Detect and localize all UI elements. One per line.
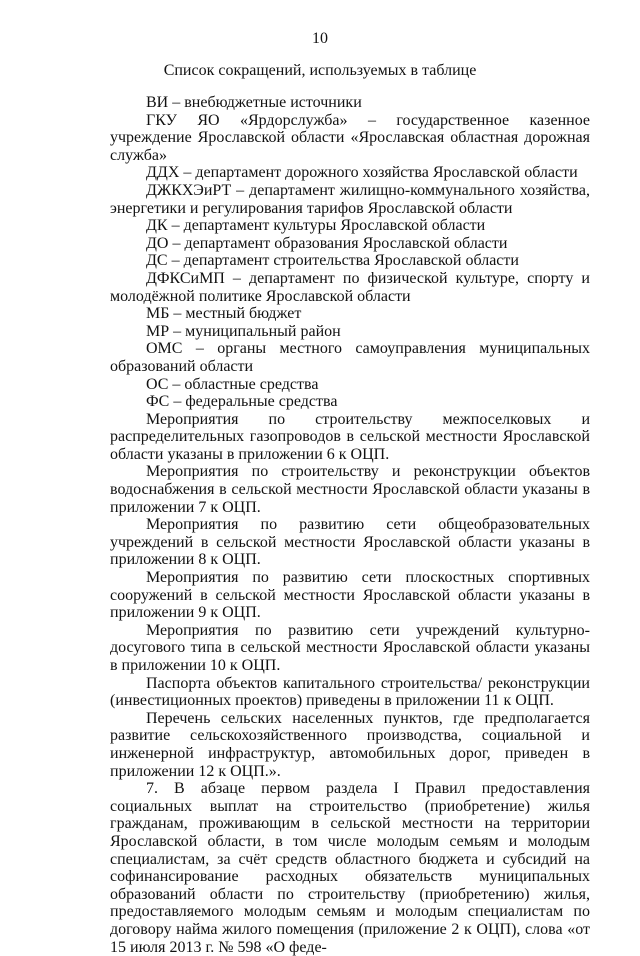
paragraph: МБ – местный бюджет bbox=[146, 305, 302, 323]
paragraph: ГКУ ЯО «Ярдорслужба» – государственное казенное учреждение Ярославской области «Ярославская областная дорожная служба» bbox=[110, 111, 590, 164]
paragraph: ВИ – внебюджетные источники bbox=[146, 94, 362, 111]
paragraph: Мероприятия по развитию сети учреждений культурно-досугового типа в сельской местности Ярославской области указаны в приложении 10 к ОЦП. bbox=[110, 621, 590, 674]
paragraph: ДДХ – департамент дорожного хозяйства Ярославской области bbox=[146, 164, 578, 182]
paragraph: ДС – департамент строительства Ярославской области bbox=[146, 252, 519, 270]
paragraph: Паспорта объектов капитального строительства/ реконструкции (инвестиционных проектов) приведены в приложении 11 к ОЦП. bbox=[110, 674, 590, 710]
paragraph: Мероприятия по строительству межпоселковых и распределительных газопроводов в сельской местности Ярославской области указаны в приложении 6 к ОЦП. bbox=[110, 410, 590, 463]
paragraph: ДФКСиМП – департамент по физической культуре, спорту и молодёжной политике Ярославской области bbox=[110, 269, 590, 305]
paragraph: Мероприятия по развитию сети общеобразовательных учреждений в сельской местности Ярославской области указаны в приложении 8 к ОЦП. bbox=[110, 516, 590, 569]
paragraph: Мероприятия по строительству и реконструкции объектов водоснабжения в сельской местности Ярославской области указаны в приложении 7 к ОЦП. bbox=[110, 463, 590, 516]
page-number: 10 bbox=[312, 30, 328, 47]
paragraph: Перечень сельских населенных пунктов, где предполагается развитие сельскохозяйственного производства, социальной и инженерной инфраструктур, автомобильных дорог, приведен в приложении 12 к ОЦП.». bbox=[110, 709, 590, 780]
paragraph: ФС – федеральные средства bbox=[146, 393, 338, 411]
paragraph: ДК – департамент культуры Ярославской области bbox=[146, 217, 486, 235]
paragraph: ОМС – органы местного самоуправления муниципальных образований области bbox=[110, 340, 590, 375]
document-body bbox=[110, 94, 590, 956]
paragraph: 7. В абзаце первом раздела I Правил предоставления социальных выплат на строительство (приобретение) жилья гражданам, проживающим в сельской местности на территории Ярославской области, в том числе молодым семьям и молодым специалистам, за счёт средств областного бюджета и субсидий на софинансирование расходных обязательств муниципальных образований области по строительству (приобретению) жилья, предоставляемого молодым семьям и молодым специалистам по договору найма жилого помещения (приложение 2 к ОЦП), слова «от 15 июля 2013 г. № 598 «О феде- bbox=[110, 780, 590, 956]
paragraph: ОС – областные средства bbox=[146, 375, 319, 393]
paragraph: Мероприятия по развитию сети плоскостных спортивных сооружений в сельской местности Ярославской области указаны в приложении 9 к ОЦП. bbox=[110, 569, 590, 622]
abbreviations-caption: Список сокращений, используемых в таблице bbox=[163, 62, 477, 79]
paragraph: МР – муниципальный район bbox=[146, 322, 341, 340]
paragraph: ДЖКХЭиРТ – департамент жилищно-коммунального хозяйства, энергетики и регулирования тарифов Ярославской области bbox=[110, 181, 590, 217]
paragraph: ДО – департамент образования Ярославской области bbox=[146, 234, 508, 252]
